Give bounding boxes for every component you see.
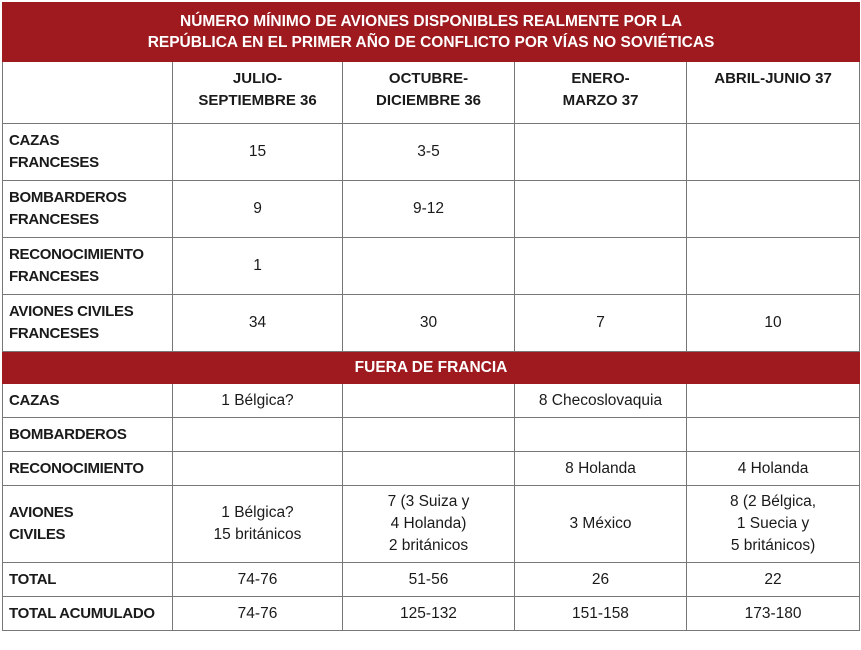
table-cell: 1 bbox=[173, 238, 343, 295]
table-cell bbox=[515, 124, 687, 181]
row-label: AVIONES CIVILES FRANCESES bbox=[3, 295, 173, 352]
table-cell: 1 Bélgica? 15 británicos bbox=[173, 486, 343, 563]
aircraft-table-figure bbox=[2, 2, 859, 646]
table-cell: 26 bbox=[515, 563, 687, 597]
table-cell bbox=[343, 238, 515, 295]
row-label: TOTAL ACUMULADO bbox=[3, 597, 173, 631]
table-cell: 7 bbox=[515, 295, 687, 352]
table-row bbox=[3, 238, 860, 295]
table-cell: 3-5 bbox=[343, 124, 515, 181]
table-cell bbox=[687, 124, 860, 181]
column-header-row bbox=[3, 62, 860, 124]
table-row bbox=[3, 384, 860, 418]
table-cell bbox=[343, 384, 515, 418]
table-cell: 4 Holanda bbox=[687, 452, 860, 486]
row-label: CAZAS bbox=[3, 384, 173, 418]
table-cell bbox=[343, 418, 515, 452]
table-cell: 34 bbox=[173, 295, 343, 352]
row-label: RECONOCIMIENTO FRANCESES bbox=[3, 238, 173, 295]
table-cell: 22 bbox=[687, 563, 860, 597]
column-header-empty bbox=[3, 62, 173, 124]
title-row bbox=[3, 3, 860, 62]
table-row bbox=[3, 418, 860, 452]
table-cell: 9 bbox=[173, 181, 343, 238]
row-label: TOTAL bbox=[3, 563, 173, 597]
column-header-jul-sep-36: JULIO- SEPTIEMBRE 36 bbox=[173, 62, 343, 124]
table-cell bbox=[687, 238, 860, 295]
table-cell: 125-132 bbox=[343, 597, 515, 631]
table-title: NÚMERO MÍNIMO DE AVIONES DISPONIBLES REALMENTE POR LA REPÚBLICA EN EL PRIMER AÑO DE CONFLICTO POR VÍAS NO SOVIÉTICAS bbox=[3, 3, 860, 62]
table-cell: 8 (2 Bélgica, 1 Suecia y 5 británicos) bbox=[687, 486, 860, 563]
row-label: CAZAS FRANCESES bbox=[3, 124, 173, 181]
table-cell: 7 (3 Suiza y 4 Holanda) 2 británicos bbox=[343, 486, 515, 563]
table-cell bbox=[515, 238, 687, 295]
column-header-oct-dec-36: OCTUBRE- DICIEMBRE 36 bbox=[343, 62, 515, 124]
table-cell: 9-12 bbox=[343, 181, 515, 238]
row-label: BOMBARDEROS bbox=[3, 418, 173, 452]
table-row bbox=[3, 295, 860, 352]
table-cell bbox=[343, 452, 515, 486]
table-cell bbox=[173, 418, 343, 452]
table-cell: 8 Holanda bbox=[515, 452, 687, 486]
table-row bbox=[3, 452, 860, 486]
table-cell bbox=[173, 452, 343, 486]
row-label: AVIONES CIVILES bbox=[3, 486, 173, 563]
table-cell: 30 bbox=[343, 295, 515, 352]
row-label: BOMBARDEROS FRANCESES bbox=[3, 181, 173, 238]
table-cell bbox=[515, 181, 687, 238]
cumulative-total-row bbox=[3, 597, 860, 631]
row-label: RECONOCIMIENTO bbox=[3, 452, 173, 486]
section-title: FUERA DE FRANCIA bbox=[3, 352, 860, 384]
section-header-row bbox=[3, 352, 860, 384]
aircraft-table bbox=[2, 2, 860, 631]
column-header-apr-jun-37: ABRIL-JUNIO 37 bbox=[687, 62, 860, 124]
table-cell: 8 Checoslovaquia bbox=[515, 384, 687, 418]
table-cell: 74-76 bbox=[173, 597, 343, 631]
table-row bbox=[3, 181, 860, 238]
table-row bbox=[3, 124, 860, 181]
table-cell bbox=[687, 181, 860, 238]
table-row bbox=[3, 486, 860, 563]
total-row bbox=[3, 563, 860, 597]
table-cell bbox=[515, 418, 687, 452]
table-cell bbox=[687, 384, 860, 418]
table-cell: 74-76 bbox=[173, 563, 343, 597]
table-cell: 1 Bélgica? bbox=[173, 384, 343, 418]
table-cell bbox=[687, 418, 860, 452]
table-cell: 151-158 bbox=[515, 597, 687, 631]
table-cell: 15 bbox=[173, 124, 343, 181]
table-cell: 51-56 bbox=[343, 563, 515, 597]
table-cell: 10 bbox=[687, 295, 860, 352]
table-cell: 173-180 bbox=[687, 597, 860, 631]
column-header-jan-mar-37: ENERO- MARZO 37 bbox=[515, 62, 687, 124]
table-cell: 3 México bbox=[515, 486, 687, 563]
